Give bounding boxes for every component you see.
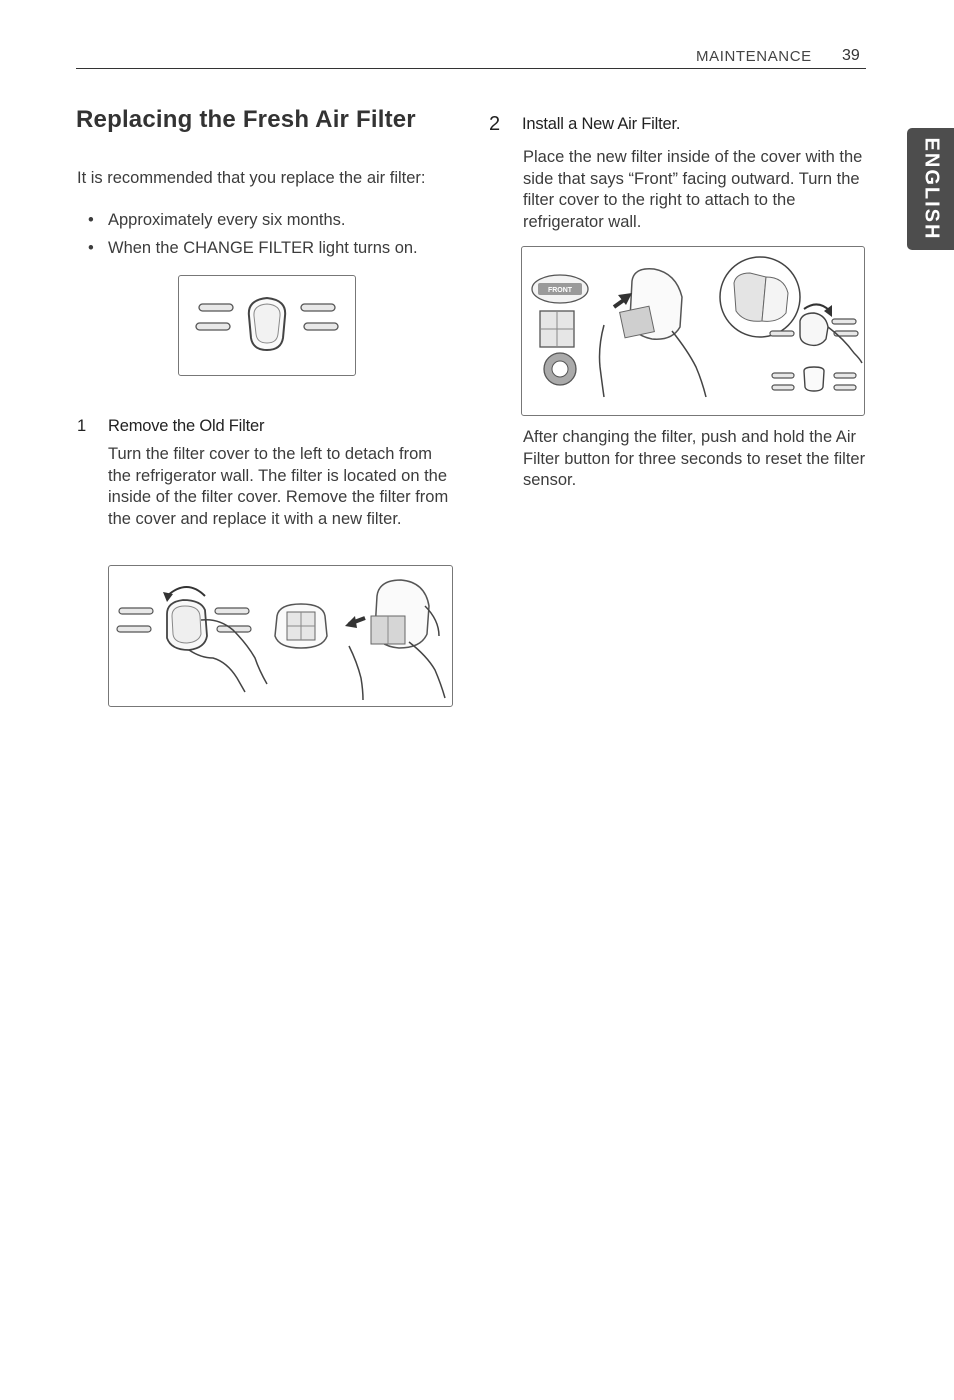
front-label: FRONT: [547, 287, 573, 294]
language-tab: [907, 128, 954, 250]
bullet-list: [88, 210, 418, 266]
header-divider: [76, 68, 866, 69]
language-tab-label: ENGLISH: [920, 137, 942, 241]
step-2-heading: Install a New Air Filter.: [522, 115, 681, 133]
remove-filter-illustration: [108, 565, 453, 707]
step-2-body: Place the new filter inside of the cover with the side that says “Front” facing outward. Turn the filter cover to the right to attach to the refrigerator wall.: [523, 148, 863, 231]
install-filter-illustration: [521, 246, 865, 416]
bullet-item: • Approximately every six months.: [88, 210, 418, 232]
closing-text: After changing the filter, push and hold the Air Filter button for three seconds to reset the filter sensor.: [523, 428, 866, 489]
page-number: 39: [842, 47, 860, 64]
filter-button-illustration: [178, 275, 356, 376]
step-1-body: Turn the filter cover to the left to detach from the refrigerator wall. The filter is located on the inside of the filter cover. Remove the filter from the cover and replace it with a new filter.: [108, 445, 449, 528]
page-title: Replacing the Fresh Air Filter: [76, 106, 416, 133]
step-2-number: 2: [489, 113, 501, 135]
step-1-number: 1: [77, 417, 87, 435]
bullet-item: • When the CHANGE FILTER light turns on.: [88, 238, 418, 260]
running-header-section: MAINTENANCE: [696, 48, 812, 65]
intro-text: It is recommended that you replace the air filter:: [77, 169, 426, 187]
step-1-heading: Remove the Old Filter: [108, 417, 265, 435]
